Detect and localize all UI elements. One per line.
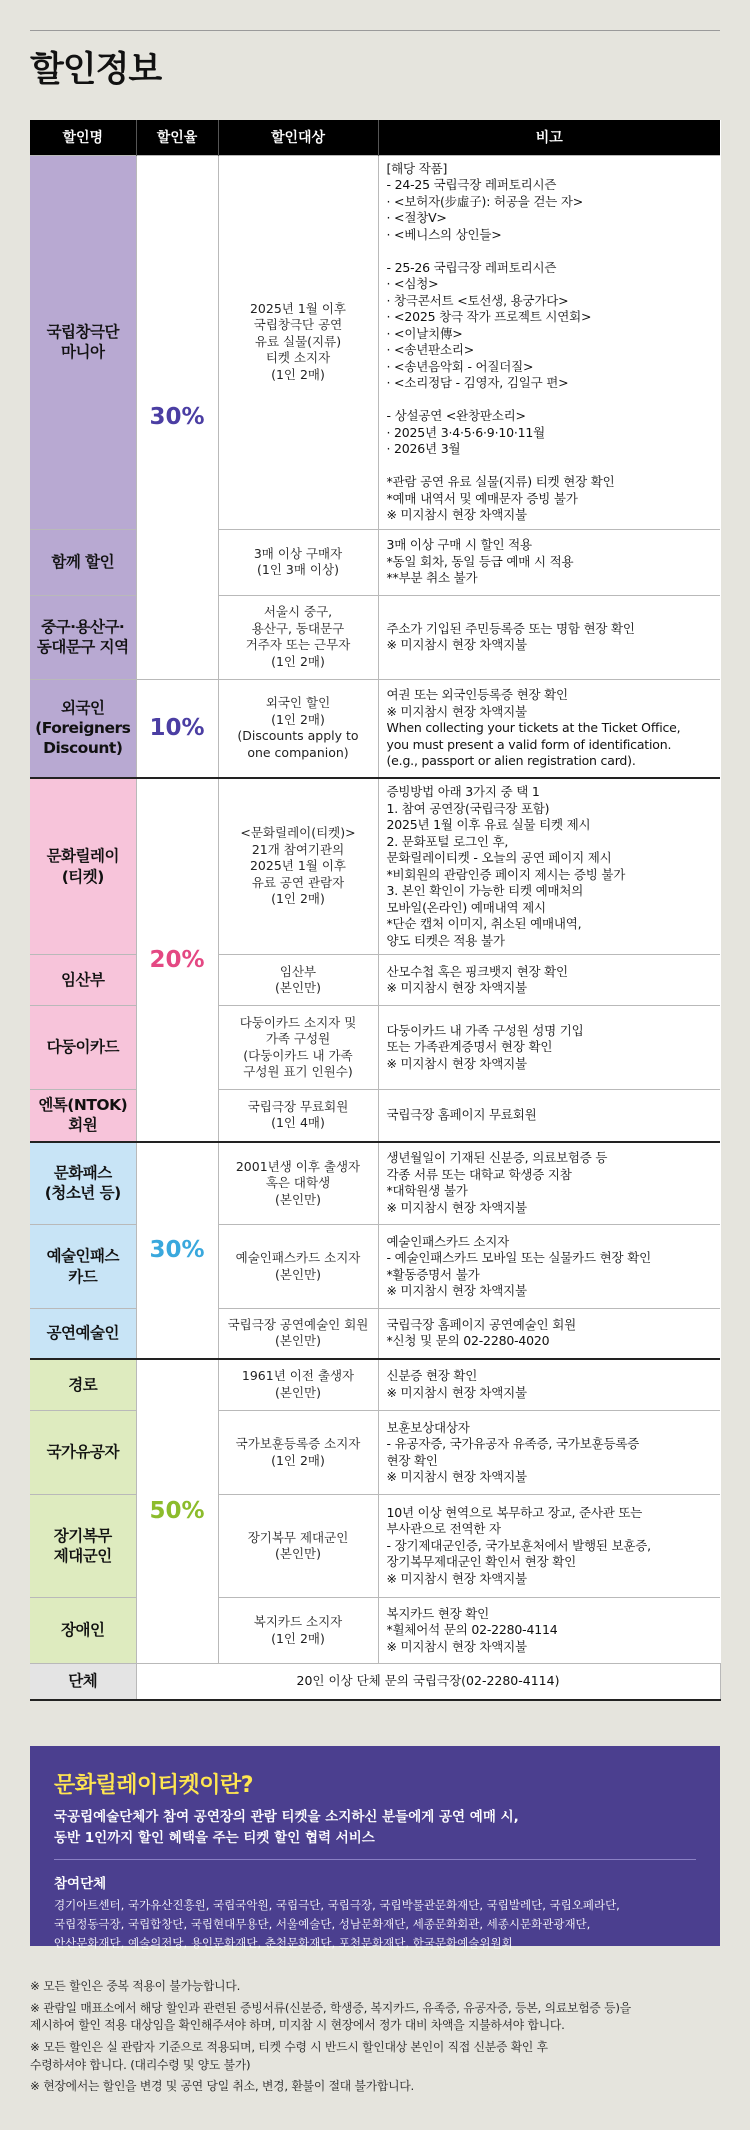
- row-target: 국가보훈등록증 소지자 (1인 2매): [218, 1411, 378, 1495]
- table-row: [30, 1495, 720, 1598]
- footnotes: [30, 1978, 720, 2100]
- discount-rate: 30%: [136, 1142, 218, 1359]
- row-note: 산모수첩 혹은 핑크뱃지 현장 확인 ※ 미지참시 현장 차액지불: [378, 955, 720, 1006]
- table-row: [30, 595, 720, 679]
- table-row: [30, 1142, 720, 1225]
- row-target: 1961년 이전 출생자 (본인만): [218, 1359, 378, 1411]
- row-note: 보훈보상대상자 - 유공자증, 국가유공자 유족증, 국가보훈등록증 현장 확인 ※ 미지참시 현장 차액지불: [378, 1411, 720, 1495]
- table-row: [30, 529, 720, 595]
- footnote: ※ 모든 할인은 실 관람자 기준으로 적용되며, 티켓 수령 시 반드시 할인대상 본인이 직접 신분증 확인 후 수령하셔야 합니다. (대리수령 및 양도 불가): [30, 2040, 548, 2072]
- row-note: [해당 작품] - 24-25 국립극장 레퍼토리시즌 · <보허자(步虛子): 허공을 걷는 자> · <절창V> · <베니스의 상인들> - 25-26 국립극장 레퍼토리시즌 · <심청> · 창극콘서트 <토선생, 용궁가다> · <2025 창극 작가 프로젝트 시연회> · <이날치傳> · <송년판소리> · <송년음악회 - 어질더질> · <소리정담 - 김영자, 김일구 편> - 상설공연 <완창판소리> · 2025년 3·4·5·6·9·10·11월 · 2026년 3월 *관람 공연 유료 실물(지류) 티켓 현장 확인 *예매 내역서 및 예매문자 증빙 불가 ※ 미지참시 현장 차액지불: [378, 155, 720, 529]
- row-target: 예술인패스카드 소지자 (본인만): [218, 1225, 378, 1309]
- footnote: ※ 현장에서는 할인을 변경 및 공연 당일 취소, 변경, 환불이 절대 불가합니다.: [30, 2079, 415, 2094]
- row-note: 여권 또는 외국인등록증 현장 확인 ※ 미지참시 현장 차액지불 When collecting your tickets at the Ticket Office, you must present a valid form of identification. (e.g., passport or alien registration card).: [378, 679, 720, 778]
- page-title: 할인정보: [30, 50, 162, 90]
- row-target: 국립극장 무료회원 (1인 4매): [218, 1090, 378, 1142]
- table-header-row: [30, 120, 720, 155]
- row-target: <문화릴레이(티켓)> 21개 참여기관의 2025년 1월 이후 유료 공연 관람자 (1인 2매): [218, 778, 378, 955]
- culture-relay-info-box: [30, 1746, 720, 1950]
- discount-rate: 30%: [136, 155, 218, 679]
- row-note: 다둥이카드 내 가족 구성원 성명 기입 또는 가족관계증명서 현장 확인 ※ 미지참시 현장 차액지불: [378, 1006, 720, 1090]
- row-note: 복지카드 현장 확인 *휠체어석 문의 02-2280-4114 ※ 미지참시 현장 차액지불: [378, 1598, 720, 1664]
- row-target: 장기복무 제대군인 (본인만): [218, 1495, 378, 1598]
- row-name: 외국인 (Foreigners Discount): [30, 679, 136, 778]
- row-note: 국립극장 홈페이지 공연예술인 회원 *신청 및 문의 02-2280-4020: [378, 1309, 720, 1359]
- header-discount-target: 할인대상: [218, 120, 378, 155]
- table-row: [30, 778, 720, 955]
- row-name: 예술인패스 카드: [30, 1225, 136, 1309]
- table-row: [30, 1598, 720, 1664]
- table-row: [30, 1309, 720, 1359]
- header-note: 비고: [378, 120, 720, 155]
- row-note: 증빙방법 아래 3가지 중 택 1 1. 참여 공연장(국립극장 포함) 2025년 1월 이후 유료 실물 티켓 제시 2. 문화포털 로그인 후, 문화릴레이티켓 - 오늘의 공연 페이지 제시 *비회원의 관람인증 페이지 제시는 증빙 불가 3. 본인 확인이 가능한 티켓 예매처의 모바일(온라인) 예매내역 제시 *단순 캡처 이미지, 취소된 예매내역, 양도 티켓은 적용 불가: [378, 778, 720, 955]
- row-name: 장기복무 제대군인: [30, 1495, 136, 1598]
- row-note: 10년 이상 현역으로 복무하고 장교, 준사관 또는 부사관으로 전역한 자 - 장기제대군인증, 국가보훈처에서 발행된 보훈증, 장기복무제대군인 확인서 현장 확인 ※ 미지참시 현장 차액지불: [378, 1495, 720, 1598]
- relay-divider: [54, 1859, 696, 1860]
- row-note: 국립극장 홈페이지 무료회원: [378, 1090, 720, 1142]
- table-row-group-discount: [30, 1664, 720, 1700]
- row-name: 문화릴레이 (티켓): [30, 778, 136, 955]
- row-note: 생년월일이 기재된 신분증, 의료보험증 등 각종 서류 또는 대학교 학생증 지참 *대학원생 불가 ※ 미지참시 현장 차액지불: [378, 1142, 720, 1225]
- header-discount-rate: 할인율: [136, 120, 218, 155]
- header-discount-name: 할인명: [30, 120, 136, 155]
- row-target: 복지카드 소지자 (1인 2매): [218, 1598, 378, 1664]
- table-row: [30, 955, 720, 1006]
- table-row: [30, 1090, 720, 1142]
- row-target: 국립극장 공연예술인 회원 (본인만): [218, 1309, 378, 1359]
- row-name: 단체: [30, 1664, 136, 1700]
- table-row: [30, 1359, 720, 1411]
- row-target: 2025년 1월 이후 국립창극단 공연 유료 실물(지류) 티켓 소지자 (1인 2매): [218, 155, 378, 529]
- row-note: 3매 이상 구매 시 할인 적용 *동일 회차, 동일 등급 예매 시 적용 **부분 취소 불가: [378, 529, 720, 595]
- table-row: [30, 1225, 720, 1309]
- relay-members-list: 경기아트센터, 국가유산진흥원, 국립국악원, 국립극단, 국립극장, 국립박물관문화재단, 국립발레단, 국립오페라단, 국립정동극장, 국립합창단, 국립현대무용단, 서울예술단, 성남문화재단, 세종문화회관, 세종시문화관광재단, 안산문화재단, 예술의전당, 용인문화재단, 춘천문화재단, 포천문화재단, 한국문화예술위원회: [54, 1897, 620, 1950]
- row-name: 경로: [30, 1359, 136, 1411]
- row-name: 장애인: [30, 1598, 136, 1664]
- table-row: [30, 1006, 720, 1090]
- row-name: 중구·용산구· 동대문구 지역: [30, 595, 136, 679]
- relay-members-title: 참여단체: [54, 1875, 107, 1892]
- discount-rate: 50%: [136, 1359, 218, 1664]
- row-note: 주소가 기입된 주민등록증 또는 명함 현장 확인 ※ 미지참시 현장 차액지불: [378, 595, 720, 679]
- table-row: [30, 679, 720, 778]
- row-name: 함께 할인: [30, 529, 136, 595]
- relay-description: 국공립예술단체가 참여 공연장의 관람 티켓을 소지하신 분들에게 공연 예매 시, 동반 1인까지 할인 혜택을 주는 티켓 할인 협력 서비스: [54, 1809, 519, 1846]
- row-target: 3매 이상 구매자 (1인 3매 이상): [218, 529, 378, 595]
- row-target: 2001년생 이후 출생자 혹은 대학생 (본인만): [218, 1142, 378, 1225]
- row-note: 예술인패스카드 소지자 - 예술인패스카드 모바일 또는 실물카드 현장 확인 *활동증명서 불가 ※ 미지참시 현장 차액지불: [378, 1225, 720, 1309]
- row-target: 임산부 (본인만): [218, 955, 378, 1006]
- discount-table: [30, 120, 721, 1701]
- top-divider: [30, 30, 720, 31]
- row-note: 신분증 현장 확인 ※ 미지참시 현장 차액지불: [378, 1359, 720, 1411]
- row-name: 국가유공자: [30, 1411, 136, 1495]
- discount-rate: 10%: [136, 679, 218, 778]
- row-name: 국립창극단 마니아: [30, 155, 136, 529]
- row-name: 다둥이카드: [30, 1006, 136, 1090]
- row-target: 서울시 중구, 용산구, 동대문구 거주자 또는 근무자 (1인 2매): [218, 595, 378, 679]
- table-row: [30, 155, 720, 529]
- group-discount-text: 20인 이상 단체 문의 국립극장(02-2280-4114): [136, 1664, 720, 1700]
- row-name: 임산부: [30, 955, 136, 1006]
- relay-title: 문화릴레이티켓이란?: [54, 1773, 254, 1798]
- row-name: 엔톡(NTOK) 회원: [30, 1090, 136, 1142]
- footnote: ※ 관람일 매표소에서 해당 할인과 관련된 증빙서류(신분증, 학생증, 복지카드, 유족증, 유공자증, 등본, 의료보험증 등)을 제시하여 할인 적용 대상임을 확인해주셔야 하며, 미지참 시 현장에서 정가 대비 차액을 지불하셔야 합니다.: [30, 2000, 631, 2033]
- footnote: ※ 모든 할인은 중복 적용이 불가능합니다.: [30, 1979, 241, 1993]
- row-name: 문화패스 (청소년 등): [30, 1142, 136, 1225]
- discount-rate: 20%: [136, 778, 218, 1142]
- row-name: 공연예술인: [30, 1309, 136, 1359]
- row-target: 외국인 할인 (1인 2매) (Discounts apply to one companion): [218, 679, 378, 778]
- row-target: 다둥이카드 소지자 및 가족 구성원 (다둥이카드 내 가족 구성원 표기 인원수): [218, 1006, 378, 1090]
- table-row: [30, 1411, 720, 1495]
